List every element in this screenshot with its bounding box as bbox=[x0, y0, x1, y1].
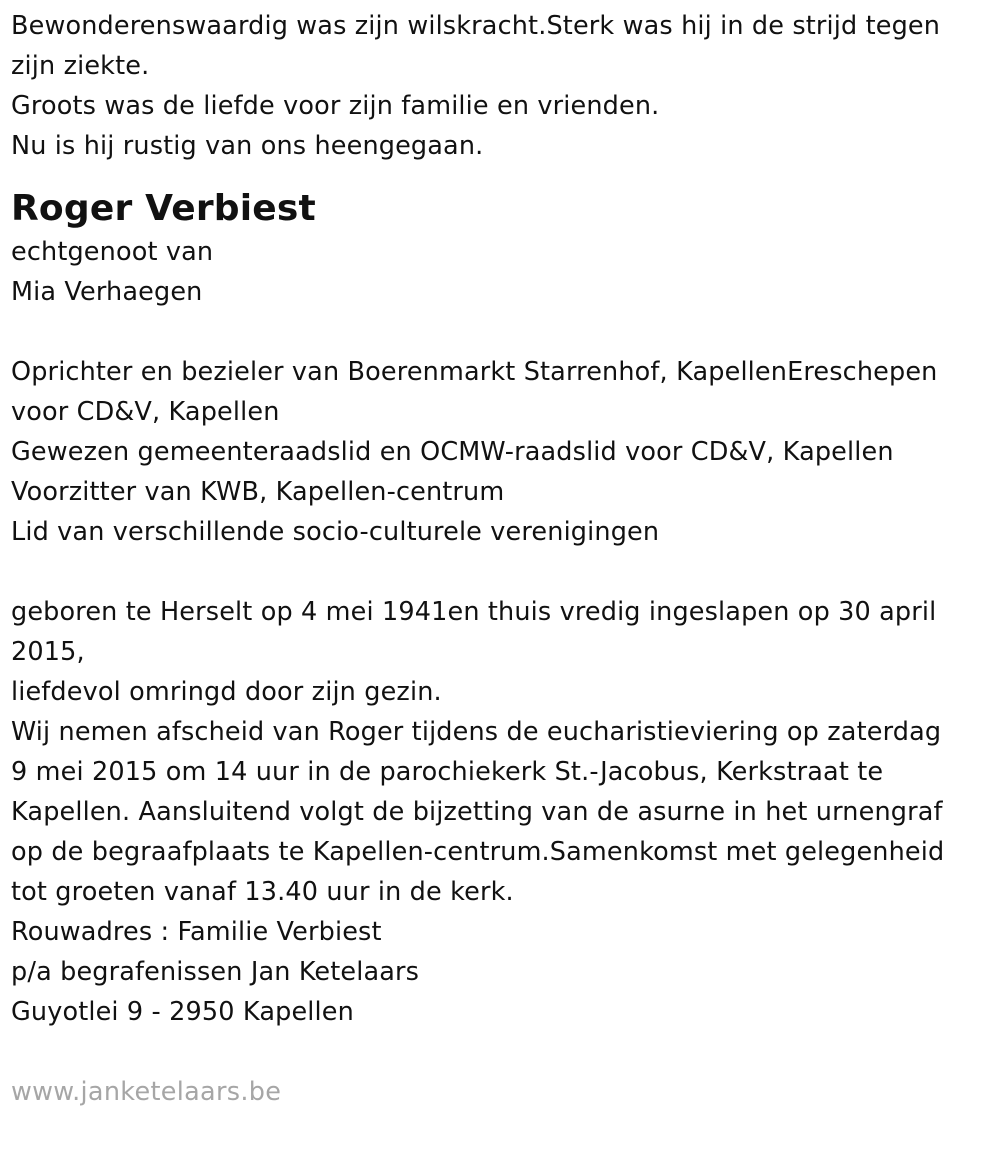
role-line: Voorzitter van KWB, Kapellen-centrum bbox=[11, 477, 505, 507]
role-line: Oprichter en bezieler van Boerenmarkt Starrenhof, KapellenEreschepen bbox=[11, 357, 938, 387]
detail-line: op de begraafplaats te Kapellen-centrum.Samenkomst met gelegenheid bbox=[11, 837, 945, 867]
intro-paragraph bbox=[11, 6, 991, 166]
intro-line: Bewonderenswaardig was zijn wilskracht.Sterk was hij in de strijd tegen bbox=[11, 11, 941, 41]
details-paragraph bbox=[11, 592, 991, 1032]
detail-line: 2015, bbox=[11, 637, 85, 667]
spacer bbox=[11, 1032, 991, 1072]
detail-line: Guyotlei 9 - 2950 Kapellen bbox=[11, 997, 354, 1027]
detail-line: p/a begrafenissen Jan Ketelaars bbox=[11, 957, 420, 987]
detail-line: liefdevol omringd door zijn gezin. bbox=[11, 677, 442, 707]
obituary-document bbox=[11, 6, 991, 1112]
detail-line: tot groeten vanaf 13.40 uur in de kerk. bbox=[11, 877, 514, 907]
detail-line: geboren te Herselt op 4 mei 1941en thuis vredig ingeslapen op 30 april bbox=[11, 597, 937, 627]
role-line: Lid van verschillende socio-culturele verenigingen bbox=[11, 517, 660, 547]
detail-line: Rouwadres : Familie Verbiest bbox=[11, 917, 382, 947]
intro-line: zijn ziekte. bbox=[11, 51, 150, 81]
detail-line: Kapellen. Aansluitend volgt de bijzetting van de asurne in het urnengraf bbox=[11, 797, 943, 827]
detail-line: 9 mei 2015 om 14 uur in de parochiekerk St.-Jacobus, Kerkstraat te bbox=[11, 757, 884, 787]
spouse-name: Mia Verhaegen bbox=[11, 277, 203, 307]
relation-text: echtgenoot van bbox=[11, 237, 214, 267]
intro-line: Groots was de liefde voor zijn familie en vrienden. bbox=[11, 91, 660, 121]
role-line: voor CD&V, Kapellen bbox=[11, 397, 280, 427]
spacer bbox=[11, 552, 991, 592]
roles-paragraph bbox=[11, 352, 991, 552]
website-link[interactable]: www.janketelaars.be bbox=[11, 1077, 282, 1107]
deceased-name: Roger Verbiest bbox=[11, 188, 316, 229]
spacer bbox=[11, 312, 991, 352]
intro-line: Nu is hij rustig van ons heengegaan. bbox=[11, 131, 484, 161]
detail-line: Wij nemen afscheid van Roger tijdens de eucharistieviering op zaterdag bbox=[11, 717, 942, 747]
role-line: Gewezen gemeenteraadslid en OCMW-raadslid voor CD&V, Kapellen bbox=[11, 437, 894, 467]
